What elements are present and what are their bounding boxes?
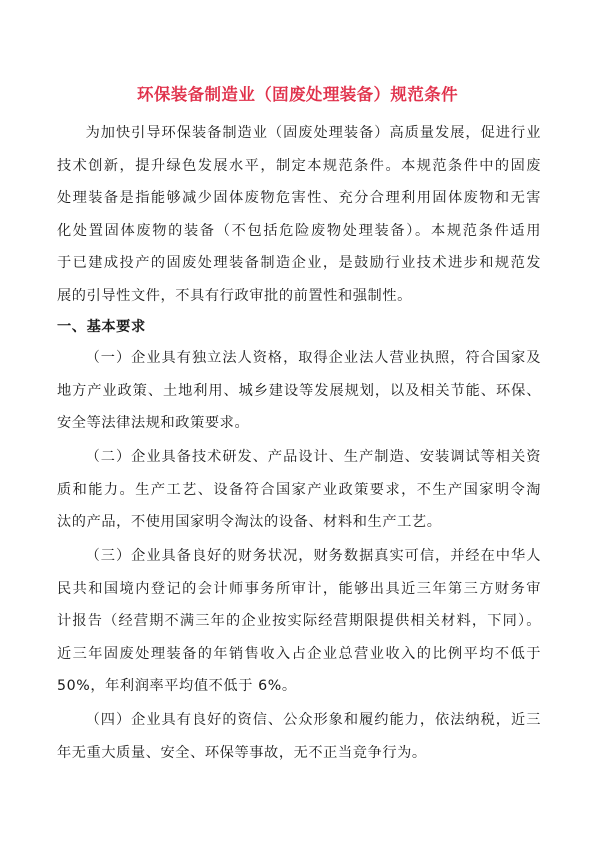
intro-paragraph (57, 117, 541, 312)
intro-line: 于已建成投产的固废处理装备制造企业，是鼓励行业技术进步和规范发 (57, 255, 541, 271)
item-line: （三）企业具备良好的财务状况，财务数据真实可信，并经在中华人 (85, 548, 541, 564)
requirement-item-4 (57, 704, 541, 769)
intro-line: 处理装备是指能够减少固体废物危害性、充分合理利用固体废物和无害 (57, 190, 541, 206)
item-line: 近三年固废处理装备的年销售收入占企业总营业收入的比例平均不低于 (57, 645, 541, 662)
item-line: 年无重大质量、安全、环保等事故，无不正当竞争行为。 (57, 744, 427, 761)
document-title: 环保装备制造业（固废处理装备）规范条件 (136, 85, 459, 104)
item-line: 民共和国境内登记的会计师事务所审计，能够出具近三年第三方财务审 (57, 580, 541, 597)
requirement-item-1 (57, 342, 541, 440)
item-line: （二）企业具备技术研发、产品设计、生产制造、安装调试等相关资 (85, 449, 541, 465)
item-line: 质和能力。生产工艺、设备符合国家产业政策要求，不生产国家明令淘 (57, 481, 541, 498)
item-line: （一）企业具有独立法人资格，取得企业法人营业执照，符合国家及 (85, 350, 541, 366)
item-line: 计报告（经营期不满三年的企业按实际经营期限提供相关材料，下同）。 (57, 613, 541, 629)
item-line: （四）企业具有良好的资信、公众形象和履约能力，依法纳税，近三 (85, 712, 541, 728)
requirement-item-2 (57, 441, 541, 539)
intro-line: 化处置固体废物的装备（不包括危险废物处理装备）。本规范条件适用 (57, 222, 541, 239)
intro-line: 为加快引导环保装备制造业（固废处理装备）高质量发展，促进行业 (85, 125, 541, 141)
requirement-item-3 (57, 540, 541, 703)
intro-line: 展的引导性文件，不具有行政审批的前置性和强制性。 (57, 287, 412, 304)
item-line: 汰的产品，不使用国家明令淘汰的设备、材料和生产工艺。 (57, 514, 442, 530)
item-line: 50%，年利润率平均值不低于 6%。 (57, 678, 297, 694)
item-line: 地方产业政策、土地利用、城乡建设等发展规划，以及相关节能、环保、 (57, 382, 541, 399)
intro-line: 技术创新，提升绿色发展水平，制定本规范条件。本规范条件中的固废 (57, 157, 541, 174)
section-heading: 一、基本要求 (57, 319, 146, 335)
item-line: 安全等法律法规和政策要求。 (57, 415, 250, 431)
